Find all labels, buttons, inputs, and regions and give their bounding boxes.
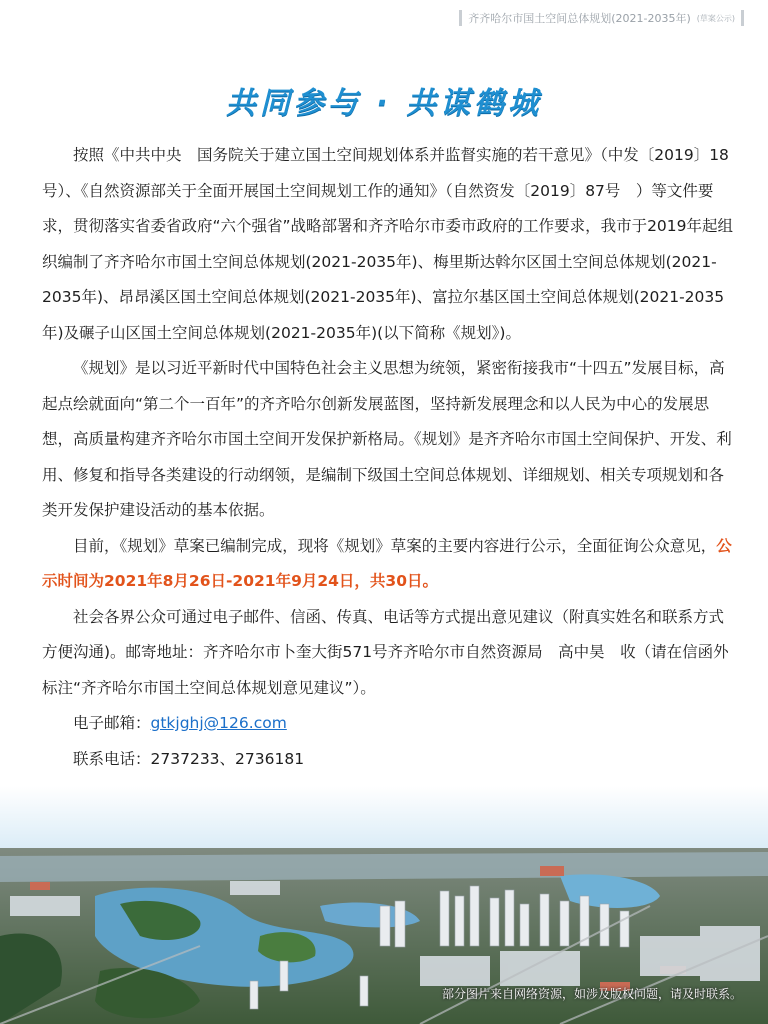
- paragraph-feedback-methods: 社会各界公众可通过电子邮件、信函、传真、电话等方式提出意见建议（附真实姓名和联系方式方便沟通)。邮寄地址：齐齐哈尔市卜奎大街571号齐齐哈尔市自然资源局 高中昊 收（请在信函外标注“齐齐哈尔市国土空间总体规划意见建议”）。: [42, 607, 729, 697]
- image-copyright-disclaimer: 部分图片来自网络资源，如涉及版权问题，请及时联系。: [441, 987, 742, 1001]
- paragraph-background: 按照《中共中央 国务院关于建立国土空间规划体系并监督实施的若干意见》（中发〔2019〕18号）、《自然资源部关于全面开展国土空间规划工作的通知》（自然资发〔2019〕87号 ）等文件要求，贯彻落实省委省政府“六个强省”战略部署和齐齐哈尔市委市政府的工作要求，我市于2019年起组织编制了齐齐哈尔市国土空间总体规划(2021-2035年)、梅里斯达斡尔区国土空间总体规划(2021-2035年)、昂昂溪区国土空间总体规划(2021-2035年)、富拉尔基区国土空间总体规划(2021-2035年)及碾子山区国土空间总体规划(2021-2035年)(以下简称《规划》)。: [42, 146, 734, 342]
- contact-email-line: [42, 706, 734, 742]
- announcement-body: [42, 138, 734, 777]
- paragraph-publicity: [42, 529, 734, 600]
- page-title: 共同参与 · 共谋鹤城: [225, 86, 543, 121]
- header-doc-status: (草案公示): [696, 13, 735, 23]
- header-doc-title: 齐齐哈尔市国土空间总体规划(2021-2035年): [468, 12, 691, 25]
- publicity-period: 公示时间为2021年8月26日-2021年9月24日，共30日。: [42, 536, 732, 590]
- contact-phone-line: [42, 742, 734, 778]
- paragraph-plan-purpose: 《规划》是以习近平新时代中国特色社会主义思想为统领，紧密衔接我市“十四五”发展目标，高起点绘就面向“第二个一百年”的齐齐哈尔创新发展蓝图，坚持新发展理念和以人民为中心的发展思想，高质量构建齐齐哈尔市国土空间开发保护新格局。《规划》是齐齐哈尔市国土空间保护、开发、利用、修复和指导各类建设的行动纲领，是编制下级国土空间总体规划、详细规划、相关专项规划和各类开发保护建设活动的基本依据。: [42, 359, 732, 519]
- email-label: 电子邮箱：: [73, 714, 151, 732]
- phone-label: 联系电话：: [73, 749, 151, 768]
- phone-number: 2737233、2736181: [150, 749, 305, 768]
- page-header: [459, 8, 744, 28]
- header-divider-right: [741, 10, 744, 26]
- publicity-lead-text: 目前，《规划》草案已编制完成，现将《规划》草案的主要内容进行公示，全面征询公众意见，: [73, 536, 717, 555]
- email-link[interactable]: gtkjghj@126.com: [150, 714, 287, 732]
- header-divider-left: [459, 10, 462, 26]
